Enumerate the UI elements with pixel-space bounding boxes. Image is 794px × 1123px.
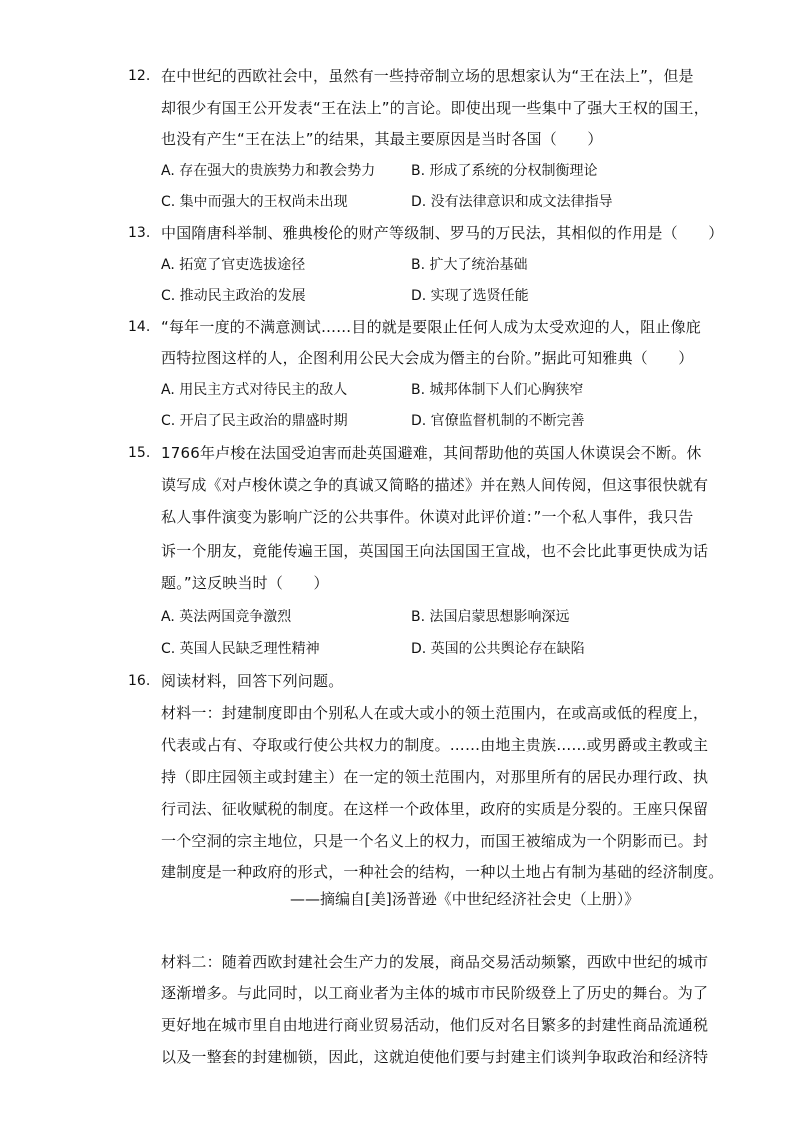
material-1-line-5: 一个空洞的宗主地位，只是一个名义上的权力，而国王被缩成为一个阴影而已。封: [161, 832, 709, 850]
question-13-option-c: C. 推动民主政治的发展: [161, 288, 306, 304]
question-12-line-3: 也没有产生“王在法上”的结果，其最主要原因是当时各国（ ）: [161, 130, 603, 148]
question-12-line-2: 却很少有国王公开发表“王在法上”的言论。即使出现一些集中了强大王权的国王，: [161, 99, 709, 117]
question-12-line-1: 在中世纪的西欧社会中，虽然有一些持帝制立场的思想家认为“王在法上”，但是: [161, 67, 694, 85]
material-1-line-6: 建制度是一种政府的形式，一种社会的结构，一种以土地占有制为基础的经济制度。: [161, 863, 724, 881]
question-15-number: 15.: [128, 445, 151, 461]
question-13-option-d: D. 实现了选贤任能: [411, 288, 529, 304]
material-2-line-4: 以及一整套的封建枷锁，因此，这就迫使他们要与封建主们谈判争取政治和经济特: [161, 1048, 709, 1066]
question-14-option-b: B. 城邦体制下人们心胸狭窄: [411, 382, 584, 398]
material-2-line-3: 更好地在城市里自由地进行商业贸易活动，他们反对名目繁多的封建性商品流通税: [161, 1016, 709, 1034]
question-16-number: 16.: [128, 673, 151, 689]
question-14-option-d: D. 官僚监督机制的不断完善: [411, 413, 585, 429]
question-14-line-2: 西特拉图这样的人，企图利用公民大会成为僭主的台阶。”据此可知雅典（ ）: [161, 349, 694, 367]
question-12-option-d: D. 没有法律意识和成文法律指导: [411, 194, 613, 210]
question-14-number: 14.: [128, 319, 151, 335]
question-14-line-1: “每年一度的不满意测试……目的就是要限止任何人成为太受欢迎的人，阻止像庇: [161, 318, 701, 336]
question-14-option-a: A. 用民主方式对待民主的敌人: [161, 382, 348, 398]
question-15-line-3: 私人事件演变为影响广泛的公共事件。休谟对此评价道：”一个私人事件，我只告: [161, 508, 694, 526]
question-15-line-1: 1766年卢梭在法国受迫害而赴英国避难，其间帮助他的英国人休谟误会不断。休: [161, 444, 702, 462]
question-13-number: 13.: [128, 225, 151, 241]
question-15-option-d: D. 英国的公共舆论存在缺陷: [411, 641, 585, 657]
material-1-source: ——摘编自[美]汤普逊《中世纪经济社会史（上册）》: [290, 890, 640, 908]
question-13-option-a: A. 拓宽了官吏选拔途径: [161, 257, 306, 273]
question-12-number: 12.: [128, 68, 151, 84]
material-1-line-3: 持（即庄园领主或封建主）在一定的领土范围内，对那里所有的居民办理行政、执: [161, 768, 709, 786]
material-2-line-2: 逐渐增多。与此同时，以工商业者为主体的城市市民阶级登上了历史的舞台。为了: [161, 984, 709, 1002]
question-13-line-1: 中国隋唐科举制、雅典梭伦的财产等级制、罗马的万民法，其相似的作用是（ ）: [161, 224, 724, 242]
question-15-option-b: B. 法国启蒙思想影响深远: [411, 609, 570, 625]
material-1-line-1: 材料一：封建制度即由个别私人在或大或小的领土范围内，在或高或低的程度上，: [161, 704, 709, 722]
question-15-option-a: A. 英法两国竞争激烈: [161, 609, 292, 625]
material-1-line-4: 行司法、征收赋税的制度。在这样一个政体里，政府的实质是分裂的。王座只保留: [161, 800, 709, 818]
question-15-line-5: 题。”这反映当时（ ）: [161, 574, 329, 592]
question-13-option-b: B. 扩大了统治基础: [411, 257, 528, 273]
question-14-option-c: C. 开启了民主政治的鼎盛时期: [161, 413, 348, 429]
material-1-line-2: 代表或占有、夺取或行使公共权力的制度。……由地主贵族……或男爵或主教或主: [161, 736, 709, 754]
question-12-option-b: B. 形成了系统的分权制衡理论: [411, 163, 598, 179]
question-12-option-c: C. 集中而强大的王权尚未出现: [161, 194, 348, 210]
question-15-line-4: 诉一个朋友，竟能传遍王国，英国国王向法国国王宣战，也不会比此事更快成为话: [161, 542, 709, 560]
question-15-option-c: C. 英国人民缺乏理性精神: [161, 641, 320, 657]
question-12-option-a: A. 存在强大的贵族势力和教会势力: [161, 163, 376, 179]
question-15-line-2: 谟写成《对卢梭休谟之争的真诚又简略的描述》并在熟人间传阅，但这事很快就有: [161, 476, 709, 494]
material-2-line-1: 材料二：随着西欧封建社会生产力的发展，商品交易活动频繁，西欧中世纪的城市: [161, 953, 709, 971]
question-16-prompt: 阅读材料，回答下列问题。: [161, 672, 344, 690]
